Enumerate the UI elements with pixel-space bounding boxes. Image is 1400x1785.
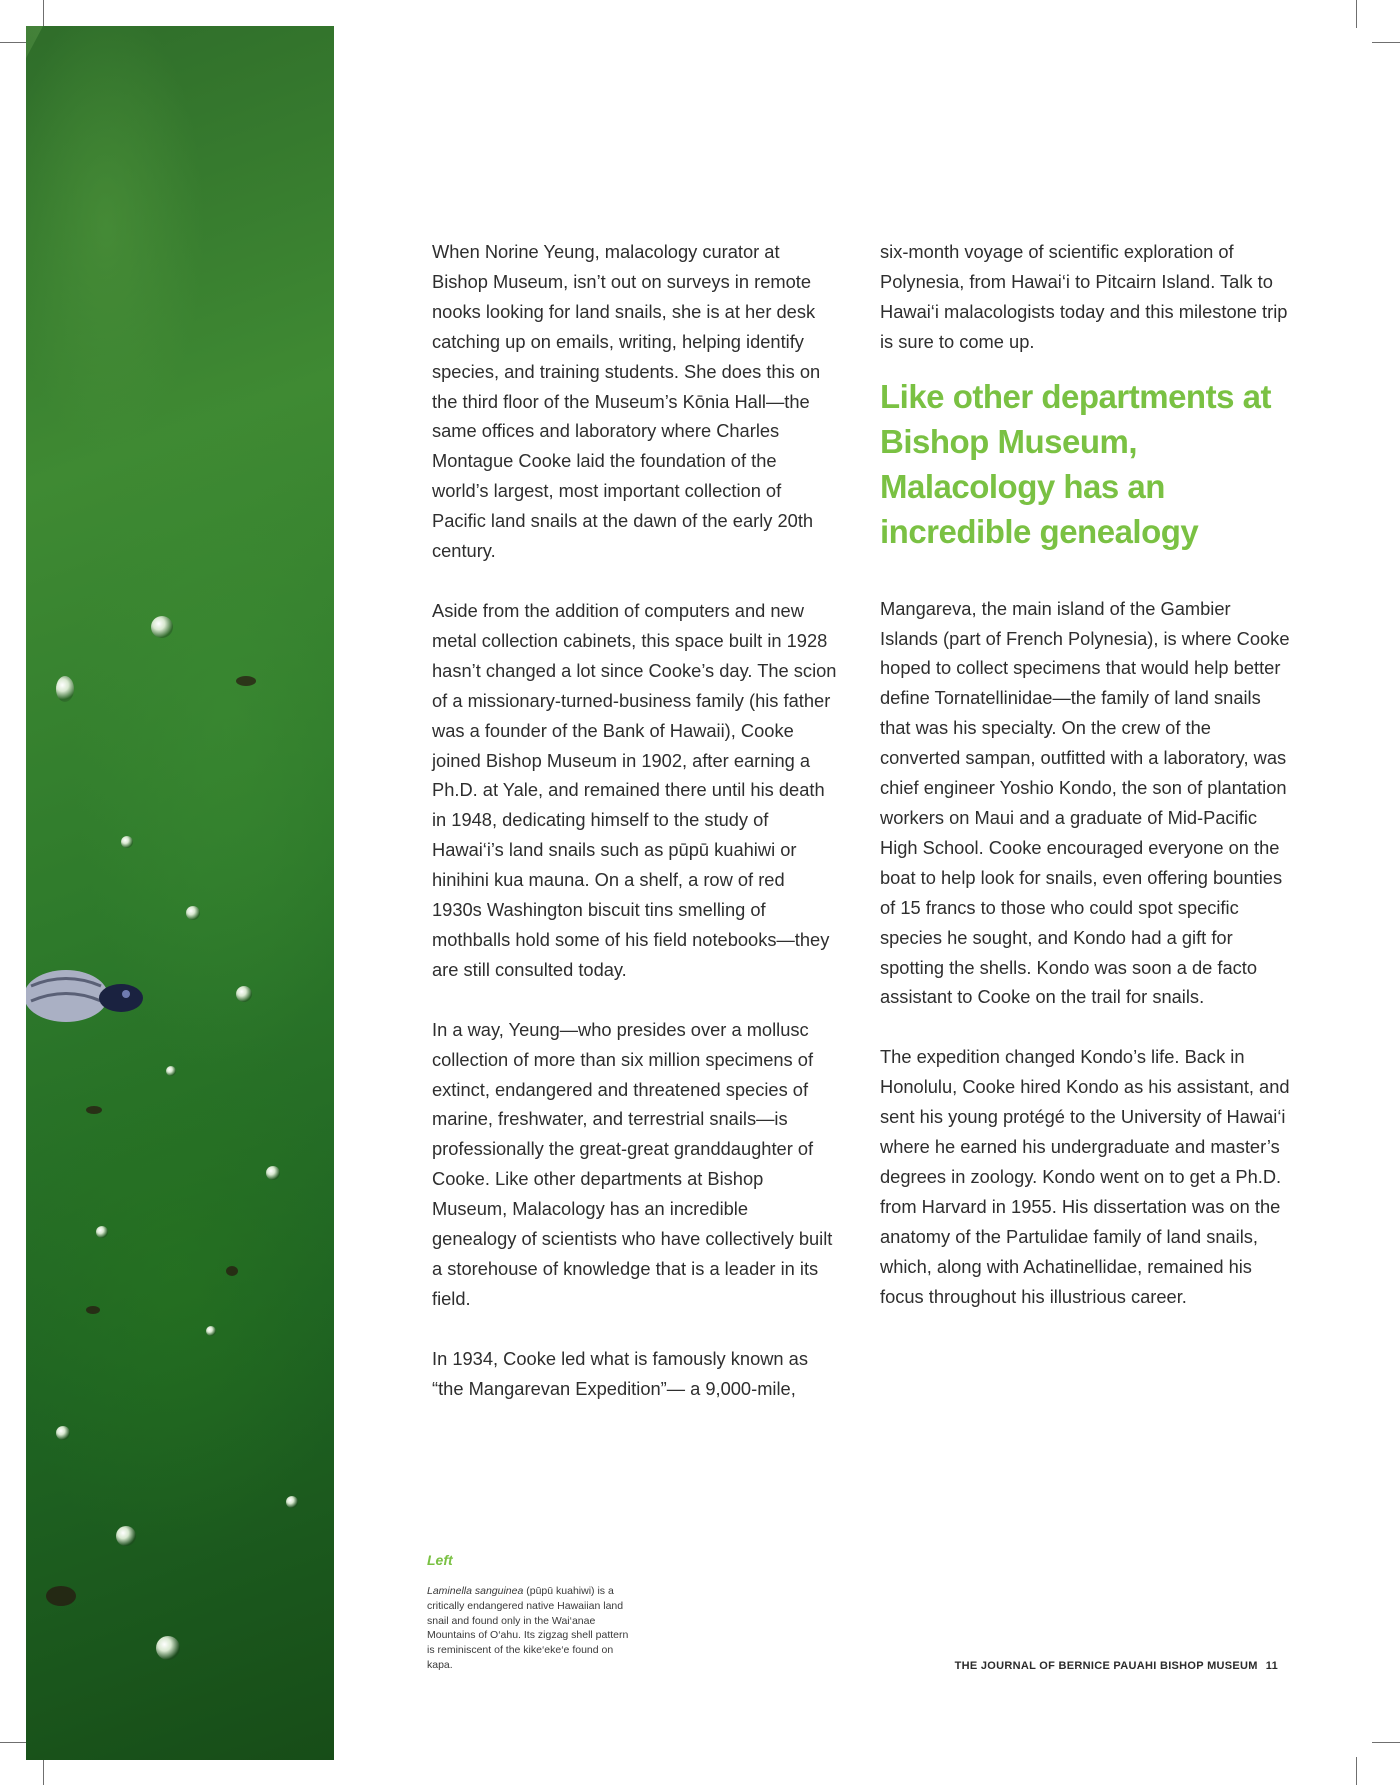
crop-mark bbox=[43, 0, 44, 28]
debris-speck bbox=[226, 1266, 238, 1276]
water-droplet bbox=[156, 1636, 180, 1660]
body-paragraph: In 1934, Cooke led what is famously known as “the Mangarevan Expedition”— a 9,000-mile, bbox=[432, 1347, 808, 1399]
debris-speck bbox=[46, 1586, 76, 1606]
water-droplet bbox=[206, 1326, 216, 1336]
body-paragraph: When Norine Yeung, malacology curator at Bishop Museum, isn’t out on surveys in remote nooks looking for land snails, she is at her desk catching up on emails, writing, helping identify species, and training students. She does this on the third floor of the Museum’s Kōnia Hall—the same offices and laboratory where Charles Montague Cooke laid the foundation of the world’s largest, most important collection of Pacific land snails at the dawn of the early 20th century. bbox=[432, 241, 821, 562]
caption-species: Laminella sanguinea bbox=[427, 1585, 524, 1597]
crop-mark bbox=[0, 1742, 28, 1743]
crop-mark bbox=[0, 42, 28, 43]
body-paragraph: Aside from the addition of computers and new metal collection cabinets, this space built in 1928 hasn’t changed a lot since Cooke’s day. The scion of a missionary-turned-business family (his father was a founder of the Bank of Hawaii), Cooke joined Bishop Museum in 1902, after earning a Ph.D. at Yale, and remained there until his death in 1948, dedicating himself to the study of Hawai‘i’s land snails such as pūpū kuahiwi or hinihini kua mauna. On a shelf, a row of red 1930s Washington biscuit tins smelling of mothballs hold some of his field notebooks—they are still consulted today. bbox=[432, 599, 837, 980]
snail-on-leaf-photo bbox=[26, 26, 334, 1760]
water-droplet bbox=[186, 906, 200, 920]
page-footer bbox=[955, 1660, 1278, 1672]
body-paragraph: Mangareva, the main island of the Gambier Islands (part of French Polynesia), is where Cooke hoped to collect specimens that would help better define Tornatellinidae—the family of land snails that was his specialty. On the crew of the converted sampan, outfitted with a laboratory, was chief engineer Yoshio Kondo, the son of plantation workers on Maui and a graduate of Mid-Pacific High School. Cooke encouraged everyone on the boat to help look for snails, even offering bounties of 15 francs to those who could spot specific species he sought, and Kondo had a gift for spotting the shells. Kondo was soon a de facto assistant to Cooke on the trail for snails. bbox=[880, 597, 1290, 1008]
leaf-vein bbox=[26, 26, 208, 175]
journal-title: THE JOURNAL OF BERNICE PAUAHI BISHOP MUSEUM bbox=[954, 1660, 1258, 1672]
water-droplet bbox=[166, 1066, 176, 1076]
water-droplet bbox=[151, 616, 173, 638]
caption-text bbox=[427, 1584, 637, 1673]
caption-description: (pūpū kuahiwi) is a critically endangered native Hawaiian land snail and found only in the Wai‘anae Mountains of O‘ahu. Its zigzag shell pattern is reminiscent of the kike‘eke‘e found on kapa. bbox=[427, 1585, 629, 1671]
crop-mark bbox=[1372, 42, 1400, 43]
water-droplet bbox=[56, 1426, 70, 1440]
crop-mark bbox=[43, 1757, 44, 1785]
crop-mark bbox=[1356, 1757, 1357, 1785]
body-column-left bbox=[432, 237, 837, 1434]
water-droplet bbox=[266, 1166, 280, 1180]
body-paragraph: six-month voyage of scientific exploration of Polynesia, from Hawai‘i to Pitcairn Island. Talk to Hawai‘i malacologists today and this milestone trip is sure to come up. bbox=[880, 241, 1288, 352]
debris-speck bbox=[86, 1306, 100, 1314]
crop-mark bbox=[1372, 1742, 1400, 1743]
crop-mark bbox=[1356, 0, 1357, 28]
water-droplet bbox=[236, 986, 252, 1002]
snail-icon bbox=[26, 956, 146, 1036]
body-paragraph: The expedition changed Kondo’s life. Back in Honolulu, Cooke hired Kondo as his assistant, and sent his young protégé to the University of Hawai‘i where he earned his undergraduate and master’s degrees in zoology. Kondo went on to get a Ph.D. from Harvard in 1955. His dissertation was on the anatomy of the Partulidae family of land snails, which, along with Achatinellidae, remained his focus throughout his illustrious career. bbox=[880, 1046, 1290, 1307]
water-droplet bbox=[286, 1496, 298, 1508]
caption-heading: Left bbox=[427, 1552, 453, 1568]
debris-speck bbox=[86, 1106, 102, 1114]
water-droplet bbox=[116, 1526, 136, 1546]
pull-quote: Like other departments at Bishop Museum, Malacology has an incredible genealogy bbox=[880, 377, 1271, 550]
body-column-right bbox=[880, 237, 1290, 1341]
water-droplet bbox=[96, 1226, 108, 1238]
debris-speck bbox=[236, 676, 256, 686]
water-droplet bbox=[121, 836, 133, 848]
body-paragraph: In a way, Yeung—who presides over a mollusc collection of more than six million specimens of extinct, endangered and threatened species of marine, freshwater, and terrestrial snails—is professionally the great-great granddaughter of Cooke. Like other departments at Bishop Museum, Malacology has an incredible genealogy of scientists who have collectively built a storehouse of knowledge that is a leader in its field. bbox=[432, 1018, 833, 1309]
water-droplet bbox=[56, 676, 74, 702]
page-number: 11 bbox=[1265, 1660, 1278, 1672]
